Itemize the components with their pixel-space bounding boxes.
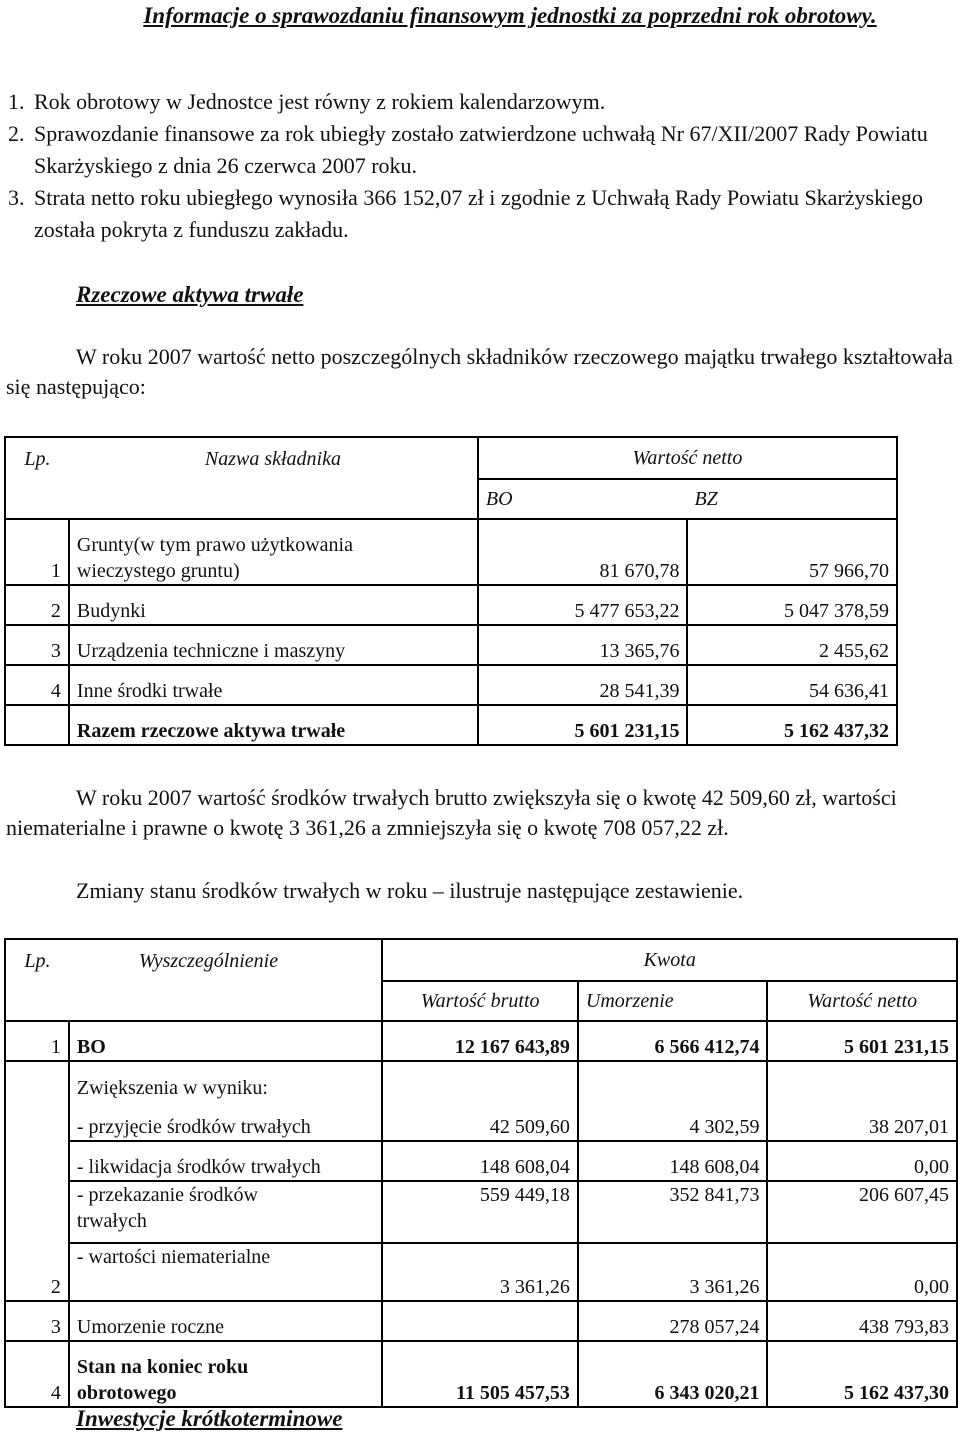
row-name: Zwiększenia w wyniku: (69, 1061, 383, 1101)
table-row (5, 1061, 957, 1101)
row-lp: 4 (5, 1341, 69, 1407)
row-bz: 54 636,41 (687, 665, 897, 705)
row-netto: 0,00 (767, 1141, 957, 1181)
table-row (5, 1301, 957, 1341)
row-umorzenie: 6 566 412,74 (578, 1021, 768, 1061)
row-name-line: Stan na koniec roku (76, 1356, 249, 1378)
document-title: Informacje o sprawozdaniu finansowym jednostki za poprzedni rok obrotowy. (143, 3, 877, 28)
intro-paragraph (6, 342, 956, 402)
row-bz: 57 966,70 (687, 519, 897, 585)
row-lp: 3 (5, 625, 69, 665)
change-text: W roku 2007 wartość środków trwałych brutto zwiększyła się o kwotę 42 509,60 zł, wartości niematerialne i prawne o kwotę 3 361,26 a zmniejszyła się o kwotę 708 057,22 zł. (6, 785, 897, 840)
change-paragraph (6, 783, 956, 843)
header-value: Wartość netto (478, 437, 897, 479)
row-umorzenie: 4 302,59 (578, 1101, 768, 1141)
row-lp: 3 (5, 1301, 69, 1341)
header-bo: BO (478, 479, 688, 519)
list-item (8, 182, 956, 246)
table-row (5, 519, 897, 585)
total-name: Razem rzeczowe aktywa trwałe (69, 705, 478, 745)
table-row (5, 625, 897, 665)
row-bz: 2 455,62 (687, 625, 897, 665)
row-brutto: 3 361,26 (382, 1243, 577, 1301)
row-name: BO (69, 1021, 383, 1061)
table-row (5, 1141, 957, 1181)
fixed-assets-table (4, 436, 898, 746)
list-item (8, 86, 956, 118)
header-lp: Lp. (5, 939, 69, 981)
section-heading-short-term-investments: Inwestycje krótkoterminowe (76, 1406, 343, 1431)
row-netto: 5 601 231,15 (767, 1021, 957, 1061)
table-row (5, 1181, 957, 1243)
row-lp: 1 (5, 519, 69, 585)
info-list (8, 86, 956, 246)
row-netto: 5 162 437,30 (767, 1341, 957, 1407)
table-row (5, 1101, 957, 1141)
row-lp: 2 (5, 585, 69, 625)
row-name: - wartości niematerialne (69, 1243, 383, 1301)
row-umorzenie: 352 841,73 (578, 1181, 768, 1243)
row-name: Inne środki trwałe (69, 665, 478, 705)
row-bo: 13 365,76 (478, 625, 688, 665)
total-row (5, 705, 897, 745)
row-bo: 81 670,78 (478, 519, 688, 585)
row-brutto: 42 509,60 (382, 1101, 577, 1141)
row-bz: 5 047 378,59 (687, 585, 897, 625)
header-name: Nazwa składnika (69, 437, 478, 479)
row-name-line: - przekazanie środków (76, 1184, 258, 1206)
row-lp: 2 (5, 1243, 69, 1301)
end-row (5, 1341, 957, 1407)
row-name-line: wieczystego gruntu) (76, 560, 240, 582)
row-brutto: 11 505 457,53 (382, 1341, 577, 1407)
header-bz: BZ (687, 479, 897, 519)
row-name: - przyjęcie środków trwałych (69, 1101, 383, 1141)
row-umorzenie: 6 343 020,21 (578, 1341, 768, 1407)
total-bz: 5 162 437,32 (687, 705, 897, 745)
list-number: 3. (8, 185, 25, 210)
table-row (5, 1243, 957, 1301)
row-name-line: trwałych (76, 1210, 147, 1232)
header-amount: Kwota (382, 939, 957, 981)
section-heading-fixed-assets: Rzeczowe aktywa trwałe (76, 282, 304, 307)
intro-text: W roku 2007 wartość netto poszczególnych składników rzeczowego majątku trwałego kształtowała się następująco: (6, 344, 953, 399)
row-netto: 438 793,83 (767, 1301, 957, 1341)
total-bo: 5 601 231,15 (478, 705, 688, 745)
asset-changes-table (4, 938, 958, 1408)
row-name: Umorzenie roczne (69, 1301, 383, 1341)
list-item (8, 118, 956, 182)
header-lp: Lp. (5, 437, 69, 479)
row-brutto: 12 167 643,89 (382, 1021, 577, 1061)
row-name: Budynki (69, 585, 478, 625)
row-bo: 28 541,39 (478, 665, 688, 705)
row-name-line: Grunty(w tym prawo użytkowania (76, 534, 353, 556)
header-netto: Wartość netto (767, 981, 957, 1021)
row-name (69, 1181, 383, 1243)
list-text: Sprawozdanie finansowe za rok ubiegły zostało zatwierdzone uchwałą Nr 67/XII/2007 Rady Powiatu Skarżyskiego z dnia 26 czerwca 2007 roku. (34, 121, 928, 178)
list-text: Strata netto roku ubiegłego wynosiła 366 152,07 zł i zgodnie z Uchwałą Rady Powiatu Skarżyskiego została pokryta z funduszu zakładu. (34, 185, 923, 242)
row-umorzenie: 3 361,26 (578, 1243, 768, 1301)
row-lp: 1 (5, 1021, 69, 1061)
row-name (69, 1341, 383, 1407)
header-umorzenie: Umorzenie (578, 981, 768, 1021)
row-netto: 206 607,45 (767, 1181, 957, 1243)
row-name-line: obrotowego (76, 1382, 177, 1404)
row-name (69, 519, 478, 585)
table-row (5, 665, 897, 705)
row-netto: 38 207,01 (767, 1101, 957, 1141)
row-brutto: 559 449,18 (382, 1181, 577, 1243)
list-text: Rok obrotowy w Jednostce jest równy z rokiem kalendarzowym. (34, 89, 606, 114)
table-row (5, 585, 897, 625)
row-name: - likwidacja środków trwałych (69, 1141, 383, 1181)
row-bo: 5 477 653,22 (478, 585, 688, 625)
header-brutto: Wartość brutto (382, 981, 577, 1021)
summary-intro-text: Zmiany stanu środków trwałych w roku – ilustruje następujące zestawienie. (76, 878, 744, 903)
row-umorzenie: 278 057,24 (578, 1301, 768, 1341)
header-name: Wyszczególnienie (69, 939, 383, 981)
list-number: 2. (8, 121, 25, 146)
row-umorzenie: 148 608,04 (578, 1141, 768, 1181)
list-number: 1. (8, 89, 25, 114)
row-brutto: 148 608,04 (382, 1141, 577, 1181)
row-netto: 0,00 (767, 1243, 957, 1301)
table-row (5, 1021, 957, 1061)
summary-intro-paragraph (6, 876, 956, 906)
row-lp: 4 (5, 665, 69, 705)
row-name: Urządzenia techniczne i maszyny (69, 625, 478, 665)
